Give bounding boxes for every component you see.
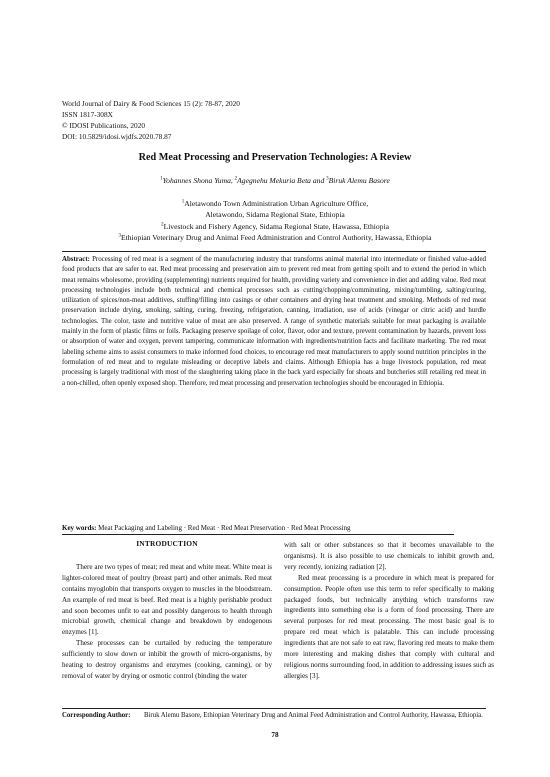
affiliation-3 [30,232,520,243]
journal-citation: World Journal of Dairy & Food Sciences 15 (2): 78-87, 2020 [62,99,240,108]
page-number: 78 [271,731,279,739]
affiliation-2-line1: Livestock and Fishery Agency, Sidama Regional State, Hawassa, Ethiopia [163,221,389,231]
abstract-text: Processing of red meat is a segment of the manufacturing industry that transforms animal material into intermediate or finished value-added food products that are safer to eat. Red meat processing and preservation aim to prevent red meat from getting spoilt and to extend the period in which meat remains wholesome, providing (supplementing) nutrients required for health, providing variety and convenience in diet and adding value. Red meat processing technologies include both technical and chemical processes such as cutting/chopping/comminuting, mixing/tumbling, salting/curing, utilization of spices/non-meat additives, stuffing/filling into casings or other containers and drying heat treatment and smoking. Methods of red meat preservation include drying, smoking, salting, curing, freezing, refrigeration, canning, irradiation, use of acids (vinegar or citric acid) and hurdle technologies. The color, taste and nutritive value of meat are also preserved. A range of synthetic materials suitable for meat packaging is available mainly in the form of plastic films or foils. Packaging preserve spoilage of color, flavor, odor and texture, prevent contamination by hazards, prevent loss or absorption of water and oxygen, prevent tampering, communicate information with ingredients/nutrition facts and facilitate marketing. The red meat labeling scheme aims to assist consumers to make informed food choices, to encourage red meat manufacturers to apply sound nutrition principles in the formulation of red meat and to regulate misleading or deceptive labels and claims. Although Ethiopia has a huge livestock population, red meat processing is largely traditional with most of the slaughtering taking place in the back yard especially for shoats and butcheries still retailing red meat in a non-chilled, often openly exposed shop. Therefore, red meat processing and preservation technologies should be encouraged in Ethiopia. [62,256,486,387]
doi[interactable]: DOI: 10.5829/idosi.wjdfs.2020.78.87 [62,132,172,141]
affiliations [30,198,520,244]
abstract-top-rule [62,251,486,252]
keywords-text: Meat Packaging and Labeling · Red Meat · Red Meat Preservation · Red Meat Processing [98,524,351,532]
keywords [62,523,492,533]
author-list [30,176,520,185]
issn: ISSN 1817-308X [62,110,113,119]
affiliation-1-line1: Aletawondo Town Administration Urban Agriculture Office, [184,199,369,208]
abstract [62,255,486,389]
intro-heading: INTRODUCTION [136,539,198,548]
author-2: Agegnehu Mekuria Beta and [237,176,327,185]
intro-paragraph-1: There are two types of meat; red meat and white meat. White meat is lighter-colored meat of poultry (breast part) and other animals. Red meat contains myoglobin that transports oxygen to muscles in the bloodstream. An example of red meat is beef. Red meat is a highly perishable product and soon becomes unfit to eat and possibly dangerous to health through microbial growth, chemical change and breakdown by endogenous enzymes [1]. [62,562,272,637]
affiliation-3-marker: 3 [118,233,122,239]
paper-title: Red Meat Processing and Preservation Technologies: A Review [138,152,412,163]
author-3-marker: 3 [326,176,329,182]
corresponding-author-label: Corresponding Author: [62,712,131,719]
intro-paragraph-3: Red meat processing is a procedure in which meat is prepared for consumption. People often use this term to refer specifically to making packaged foods, but technically anything which transforms raw ingredients into something else is a form of food processing. There are several purposes for red meat processing. The most basic goal is to prepare red meat which is palatable. This can include processing ingredients that are not safe to eat raw, flavoring red meats to make them more interesting and making dishes that comply with cultural and religious norms surrounding food, in addition to addressing issues such as allergies [3]. [284,573,494,680]
author-2-marker: 2 [234,176,238,182]
affiliation-1-marker: 1 [181,199,185,205]
affiliation-2-marker: 2 [161,222,164,228]
intro-paragraph-2-cont: with salt or other substances so that it becomes unavailable to the organisms). It is also possible to use chemicals to inhibit growth and, very recently, ionizing radiation [2]. [284,541,494,571]
abstract-label: Abstract: [62,256,90,263]
author-1-marker: 1 [160,176,163,182]
affiliation-1-cont: Aletawondo, Sidama Regional State, Ethiopia [205,210,345,220]
affiliation-1 [30,198,520,209]
corresponding-author-text: Biruk Alemu Basore, Ethiopian Veterinary Drug and Animal Feed Administration and Control Authority, Hawassa, Ethiopia. [144,712,483,719]
affiliation-3-line1: Ethiopian Veterinary Drug and Animal Feed Administration and Control Authority, Hawassa, Ethiopia [121,233,432,243]
keywords-label: Key words: [62,524,97,532]
intro-paragraph-2: These processes can be curtailed by reducing the temperature sufficiently to slow down or inhibit the growth of micro-organisms, by heating to destroy organisms and enzymes (cooking, canning), or by removal of water by drying or osmotic control (binding the water [62,639,272,680]
affiliation-2 [30,221,520,232]
author-1: Yohannes Shona Yuma, [162,176,235,185]
right-column [284,540,494,682]
author-3: Biruk Alemu Basore [328,176,390,185]
journal-header [62,98,482,142]
copyright: © IDOSI Publications, 2020 [62,121,145,130]
left-column [62,533,272,682]
footnote-rule [62,708,486,709]
